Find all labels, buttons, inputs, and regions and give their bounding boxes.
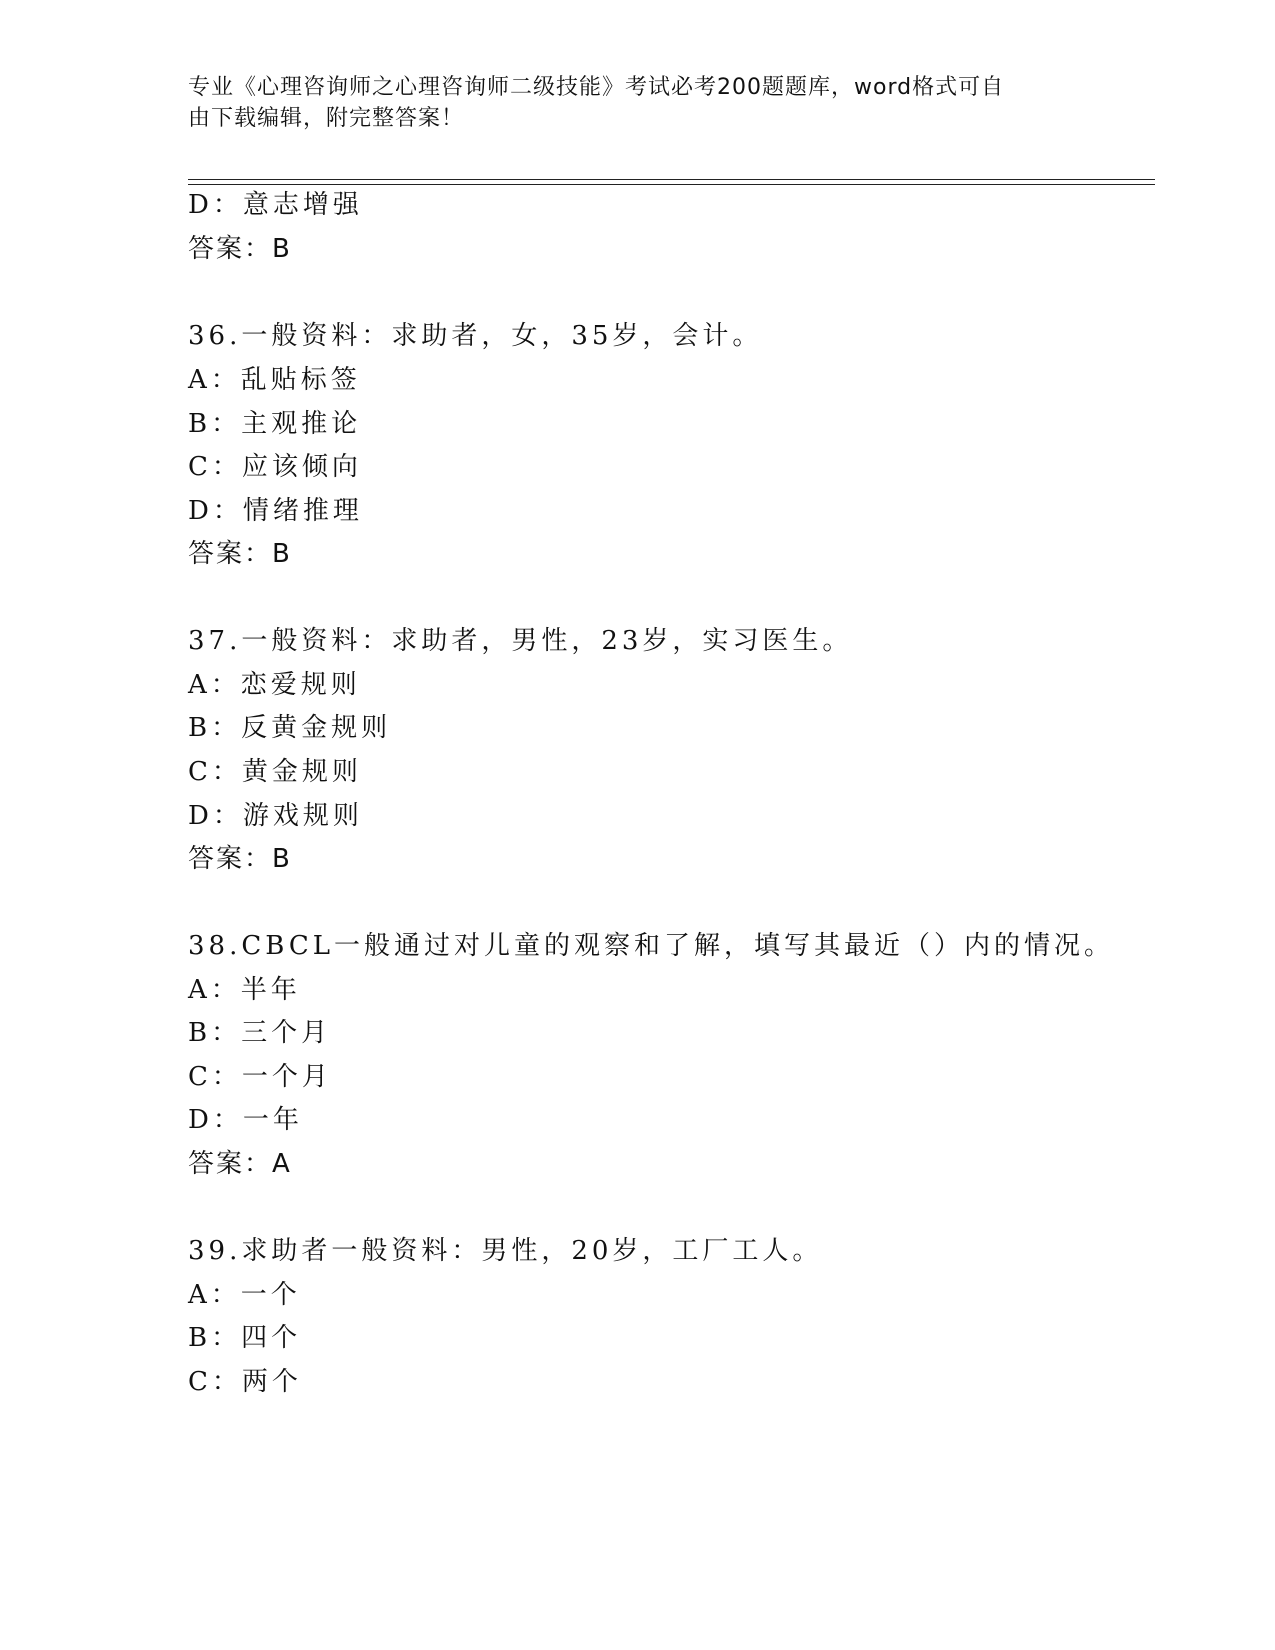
option-a: A：半年 [188, 975, 301, 1005]
option-c: C：应该倾向 [188, 452, 362, 482]
option-c: C：黄金规则 [188, 757, 362, 787]
option-a: A：一个 [188, 1280, 301, 1310]
question-stem: 36.一般资料：求助者，女，35岁，会计。 [188, 321, 763, 351]
document-header [188, 72, 1068, 134]
option-b: B：三个月 [188, 1018, 332, 1048]
option-d: D：情绪推理 [188, 496, 363, 526]
answer: 答案：B [188, 844, 292, 874]
question-stem: 38.CBCL一般通过对儿童的观察和了解，填写其最近（）内的情况。 [188, 931, 1114, 961]
option-a: A：恋爱规则 [188, 670, 361, 700]
answer: 答案：A [188, 1149, 292, 1179]
option-d: D：游戏规则 [188, 801, 363, 831]
header-line-1: 专业《心理咨询师之心理咨询师二级技能》考试必考200题题库，word格式可自 [188, 75, 1005, 100]
question-stem: 39.求助者一般资料：男性，20岁，工厂工人。 [188, 1236, 823, 1266]
question-stem: 37.一般资料：求助者，男性，23岁，实习医生。 [188, 626, 853, 656]
header-divider-top [188, 179, 1155, 180]
option-a: A：乱贴标签 [188, 365, 361, 395]
option-c: C：一个月 [188, 1062, 332, 1092]
answer: 答案：B [188, 539, 292, 569]
option-b: B：四个 [188, 1323, 302, 1353]
header-line-2: 由下载编辑，附完整答案！ [188, 106, 465, 131]
option-b: B：反黄金规则 [188, 713, 392, 743]
option-d: D：一年 [188, 1105, 303, 1135]
answer: 答案：B [188, 234, 292, 264]
option-b: B：主观推论 [188, 409, 362, 439]
option-c: C：两个 [188, 1367, 302, 1397]
option-d: D：意志增强 [188, 190, 363, 220]
header-divider-bottom [188, 184, 1155, 185]
